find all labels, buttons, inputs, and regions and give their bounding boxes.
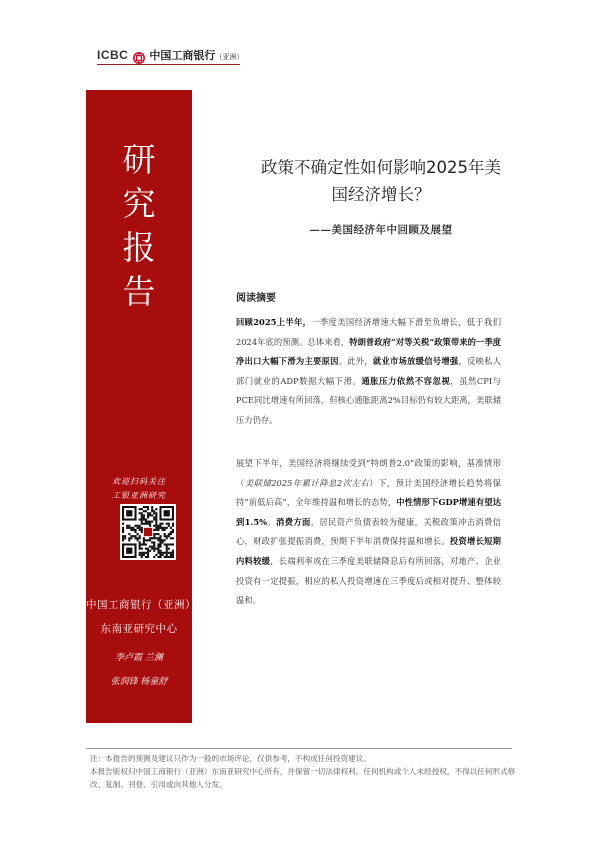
text: ）下，预计美国经济增长趋势将保持“前低后高”，全年维持温和增长的态势，: [236, 477, 501, 508]
text-italic: 美联储2025年累计降息2次左右: [244, 477, 370, 488]
report-subtitle: ——美国经济年中回顾及展望: [309, 224, 453, 236]
org-department: 东南亚研究中心: [100, 623, 178, 635]
header-logo: [97, 47, 243, 63]
scan-prompt-line: 工银亚洲研究: [112, 491, 166, 500]
report-title: [236, 154, 526, 208]
icbc-logo-icon: [133, 49, 145, 61]
text: ，居民资产负债表较为健康，关税政策冲击消费信心，财政扩张提振消费，预期下半年消费保持温和增长。: [236, 516, 501, 547]
summary-heading: 阅读摘要: [236, 293, 276, 304]
text-bold: 消费方面: [276, 516, 311, 527]
text: 一季度美国经济增速大幅下滑至负增长，低于我们2024年底的预测。总体来看，: [236, 317, 501, 347]
text: ，反映私人部门就业的ADP数据大幅下滑。: [236, 356, 501, 386]
authors-line: 张润锋 杨童舒: [110, 677, 168, 687]
text: 展望下半年，美国经济将继续受到“特朗普2.0”政策的影响，基准情形（: [236, 458, 501, 488]
org-name: 中国工商银行（亚洲）: [86, 599, 196, 611]
qr-code[interactable]: [120, 504, 176, 560]
text-bold: 就业市场放缓信号增强: [372, 356, 459, 367]
report-title-line: 国经济增长？: [331, 185, 431, 204]
header-divider: [97, 64, 240, 65]
brand-region: （亚洲）: [215, 53, 244, 61]
text: 。: [266, 516, 277, 527]
report-label-char: 告: [122, 272, 156, 311]
disclaimer-line: 本报告版权归中国工商银行（亚洲）东南亚研究中心所有，并保留一切法律权利。任何机构或个人未经授权，不得以任何形式修改、复制、刊登、引用或向其他人分发。: [90, 767, 516, 789]
text-bold: 中性情形下GDP增速有望达到1.5%: [236, 497, 501, 527]
disclaimer: [90, 752, 520, 791]
text-bold: 回顾2025上半年，: [236, 317, 312, 327]
authors-line: 李卢霞 兰澜: [115, 653, 163, 663]
footer-divider: [86, 748, 512, 749]
brand-en: ICBC: [97, 48, 129, 62]
scan-prompt: [86, 475, 192, 503]
report-label: [86, 138, 192, 314]
disclaimer-line: 注：本报告的预测及建议只作为一般的市场评论，仅供参考，不构成任何投资建议。: [90, 754, 371, 763]
brand-cn-name: 中国工商银行: [149, 49, 216, 62]
report-title-line: 政策不确定性如何影响2025年美: [261, 158, 501, 177]
text: ，虽然CPI与PCE同比增速有所回落，但核心通胀距离2%目标仍有较大距离，美联储压力仍存。: [236, 375, 501, 425]
sidebar: [86, 90, 196, 723]
text-bold: 通胀压力依然不容忽视: [361, 375, 451, 386]
text-bold: 投资增长短期内料较缓: [236, 536, 501, 566]
qr-code-icon: [120, 504, 176, 560]
scan-prompt-line: 欢迎扫码关注: [112, 477, 166, 486]
summary-paragraph-1: [236, 313, 501, 431]
text-bold: 特朗普政府“对等关税”政策带来的一季度净出口大幅下滑为主要原因: [236, 336, 502, 367]
text: 。此外，: [338, 356, 373, 367]
summary-paragraph-2: [236, 454, 501, 611]
report-label-char: 报: [122, 228, 156, 267]
report-label-char: 研: [122, 140, 156, 179]
report-label-char: 究: [122, 184, 156, 223]
brand-cn: [149, 47, 243, 63]
text: ，长端利率或在三季度美联储降息后有所回落，对地产、企业投资有一定提振，相应的私人投资增速在三季度后或相对提升、整体较温和。: [236, 555, 501, 606]
